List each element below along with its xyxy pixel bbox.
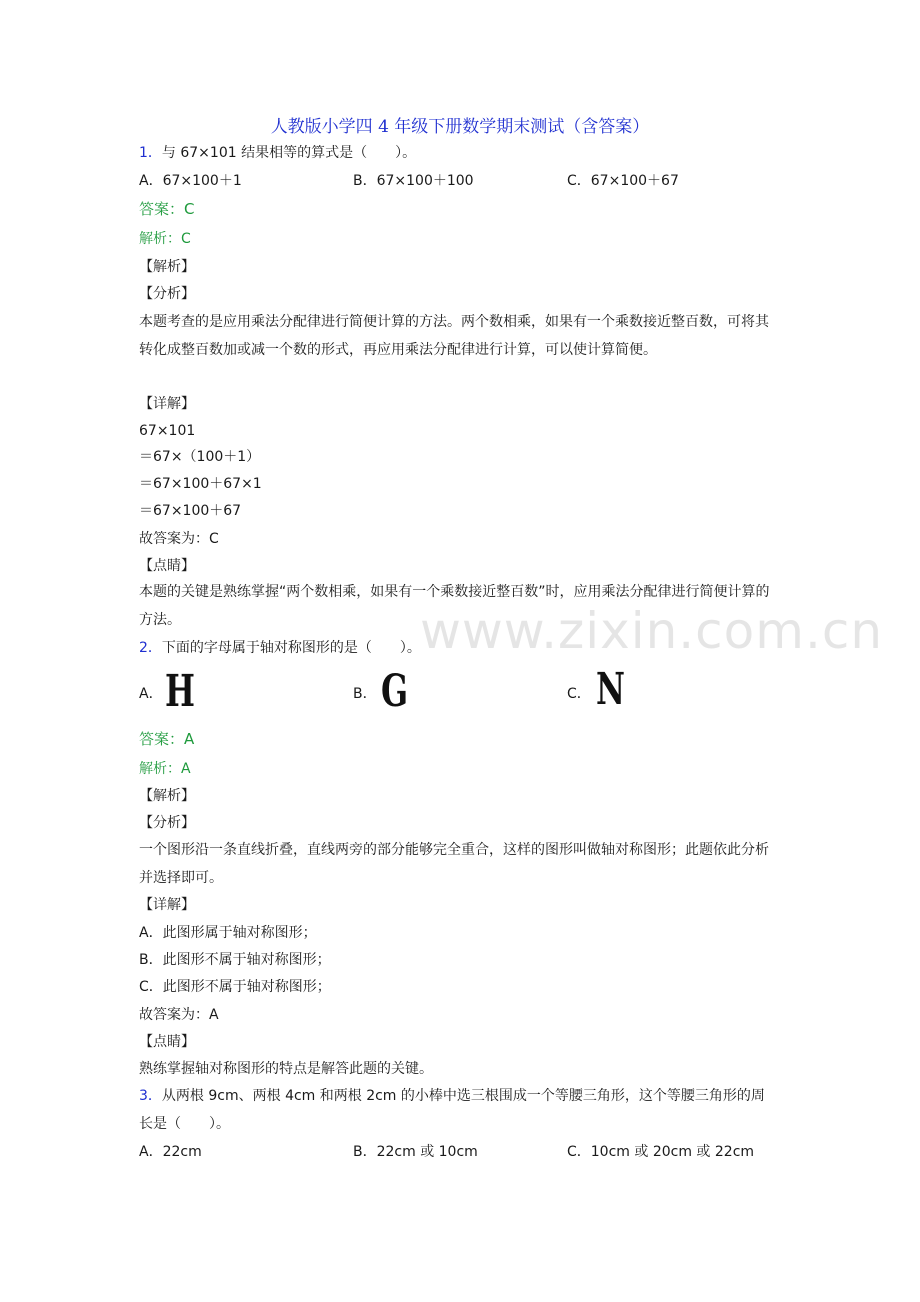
question-number: 3．	[139, 1088, 162, 1104]
q2-answer: 答案：A	[139, 730, 195, 748]
q2-final-answer: 故答案为：A	[139, 1007, 219, 1023]
q2-heading-xiangjie: 【详解】	[139, 897, 195, 913]
q2-option-c-label: C．	[567, 686, 591, 702]
question-1	[139, 143, 416, 163]
q1-final-answer: 故答案为：C	[139, 531, 219, 547]
q2-jiexi: 解析：A	[139, 761, 191, 777]
q2-heading-dianjing: 【点睛】	[139, 1034, 195, 1050]
q1-heading-jiexi: 【解析】	[139, 259, 195, 275]
q2-analysis: 一个图形沿一条直线折叠，直线两旁的部分能够完全重合，这样的图形叫做轴对称图形；此题依此分析并选择即可。	[139, 842, 769, 886]
q1-option-a: A．67×100＋1	[139, 173, 242, 189]
q2-step-1: A．此图形属于轴对称图形；	[139, 925, 317, 941]
q1-key-point: 本题的关键是熟练掌握“两个数相乘，如果有一个乘数接近整百数”时，应用乘法分配律进行简便计算的方法。	[139, 584, 770, 628]
q1-heading-xiangjie: 【详解】	[139, 396, 195, 412]
q1-option-c: C．67×100＋67	[567, 173, 679, 189]
watermark: www.zixin.com.cn	[420, 602, 884, 660]
q1-step-4: ＝67×100＋67	[139, 503, 242, 519]
page-title: 人教版小学四 4 年级下册数学期末测试（含答案）	[270, 117, 650, 137]
question-number: 1．	[139, 145, 162, 161]
letter-h-image: H	[165, 666, 195, 717]
q2-step-2: B．此图形不属于轴对称图形；	[139, 952, 331, 968]
q2-option-a-label: A．	[139, 686, 163, 702]
q1-jiexi: 解析：C	[139, 231, 191, 247]
letter-g-image: G	[381, 666, 409, 717]
question-3	[139, 1083, 773, 1138]
q2-heading-fenxi: 【分析】	[139, 815, 195, 831]
question-stem: 下面的字母属于轴对称图形的是（ ）。	[161, 640, 421, 656]
q1-answer: 答案：C	[139, 200, 195, 218]
q1-step-1: 67×101	[139, 423, 196, 439]
q1-step-3: ＝67×100＋67×1	[139, 476, 262, 492]
question-number: 2．	[139, 640, 162, 656]
q1-analysis: 本题考查的是应用乘法分配律进行简便计算的方法。两个数相乘，如果有一个乘数接近整百数，可将其转化成整百数加或减一个数的形式，再应用乘法分配律进行计算，可以使计算简便。	[139, 314, 769, 358]
q3-option-a: A．22cm	[139, 1144, 202, 1160]
q1-heading-fenxi: 【分析】	[139, 286, 195, 302]
q3-option-b: B．22cm 或 10cm	[353, 1144, 478, 1160]
question-stem: 从两根 9cm、两根 4cm 和两根 2cm 的小棒中选三根围成一个等腰三角形，这个等腰三角形的周长是（ ）。	[139, 1088, 765, 1132]
q2-step-3: C．此图形不属于轴对称图形；	[139, 979, 331, 995]
question-2	[139, 638, 421, 658]
q1-step-2: ＝67×（100＋1）	[139, 449, 261, 465]
q3-option-c: C．10cm 或 20cm 或 22cm	[567, 1144, 755, 1160]
q2-key-point: 熟练掌握轴对称图形的特点是解答此题的关键。	[139, 1061, 433, 1077]
question-stem: 与 67×101 结果相等的算式是（ ）。	[161, 145, 417, 161]
q1-option-b: B．67×100＋100	[353, 173, 474, 189]
q1-heading-dianjing: 【点睛】	[139, 558, 195, 574]
q2-option-b-label: B．	[353, 686, 377, 702]
letter-n-image: N	[596, 664, 625, 715]
q2-heading-jiexi: 【解析】	[139, 788, 195, 804]
